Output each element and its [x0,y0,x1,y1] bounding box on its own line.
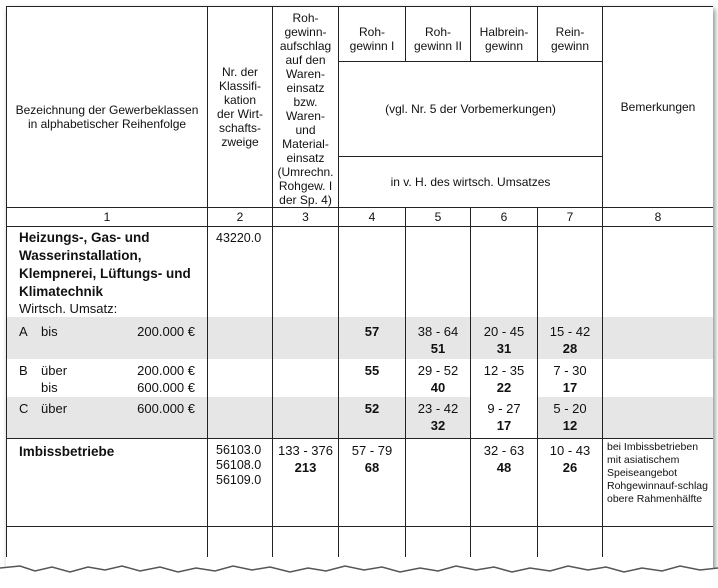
reingewinn-range: 7 - 30 [553,362,587,378]
group-code: 43220.0 [216,231,262,245]
halbreingewinn: 31 [496,340,512,356]
header-col3: Roh-gewinn-aufschlag auf den Waren-einsatz bzw. Waren- und Material-einsatz (Umrechn. Rohgew. I der Sp. 4) [273,7,339,208]
group-subtitle: Wirtsch. Umsatz: [19,301,118,316]
row-range-word: über [41,362,68,378]
rohgewinn2: 32 [430,417,446,433]
table-row [7,317,714,359]
rohgewinn2: 51 [430,340,446,356]
halbreingewinn-range: 32 - 63 [483,443,525,458]
column-number: 1 [7,208,208,227]
rohgewinn1: 52 [364,400,380,416]
table-row [7,439,714,527]
remark: bei Imbissbetrieben mit asiatischem Speiseangebot Rohgewinnauf-schlag obere Rahmenhälfte [607,441,708,505]
halbreingewinn-range: 9 - 27 [487,400,521,416]
unit-note: in v. H. des wirtsch. Umsatzes [339,156,603,207]
header-col2: Nr. der Klassifi-kation der Wirt-schafts-zweige [208,7,273,208]
rohgewinn2-range: 23 - 42 [417,400,459,416]
column-number: 3 [273,208,339,227]
aufschlag-range: 133 - 376 [278,443,333,458]
table-row [7,359,714,397]
group-code-cell [208,227,273,317]
richtsatz-table [6,6,713,557]
table-row [7,397,714,439]
rohgewinn1: 55 [364,362,380,378]
rohgewinn2-range: 29 - 52 [417,362,459,378]
reingewinn: 12 [562,417,578,433]
header-col5: Roh-gewinn II [406,7,471,62]
reingewinn: 26 [562,460,578,475]
column-number: 4 [339,208,406,227]
row-letter: C [19,400,29,416]
column-number-row [7,208,714,227]
column-number: 5 [406,208,471,227]
row-range-value: 200.000 € [137,362,195,378]
row-range-word: bis [41,379,58,395]
reingewinn: 17 [562,379,578,395]
rohgewinn1: 68 [364,460,380,475]
torn-edge [0,558,718,588]
group-title: Imbissbetriebe [19,444,115,459]
row-range-value: 600.000 € [137,400,195,416]
row-range-value: 200.000 € [137,323,195,339]
reingewinn-range: 5 - 20 [553,400,587,416]
group-code: 56108.0 [216,458,262,472]
group-code: 56109.0 [216,473,262,487]
halbreingewinn: 22 [496,379,512,395]
reingewinn-range: 10 - 43 [549,443,591,458]
header-col8: Bemerkungen [603,7,714,208]
aufschlag: 213 [294,460,317,475]
halbreingewinn-range: 12 - 35 [483,362,525,378]
header-col4: Roh-gewinn I [339,7,406,62]
header-col6: Halbrein-gewinn [471,7,538,62]
row-range-word: über [41,400,68,416]
rohgewinn1-range: 57 - 79 [351,443,393,458]
group-code: 56103.0 [216,443,262,457]
halbreingewinn-range: 20 - 45 [483,323,525,339]
reference-note: (vgl. Nr. 5 der Vorbemerkungen) [339,62,603,156]
header-col7: Rein-gewinn [538,7,603,62]
halbreingewinn: 17 [496,417,512,433]
row-letter: A [19,323,28,339]
column-number: 7 [538,208,603,227]
rohgewinn1: 57 [364,323,380,339]
reingewinn: 28 [562,340,578,356]
rohgewinn2: 40 [430,379,446,395]
row-letter: B [19,362,28,378]
column-number: 2 [208,208,273,227]
header-col1: Bezeichnung der Gewerbeklassen in alphabetischer Reihenfolge [7,7,208,208]
row-range-value: 600.000 € [137,379,195,395]
row-range-word: bis [41,323,58,339]
column-number: 6 [471,208,538,227]
rohgewinn2-range: 38 - 64 [417,323,459,339]
group-title-cell [7,227,208,317]
document-page [6,6,713,572]
halbreingewinn: 48 [496,460,512,475]
reingewinn-range: 15 - 42 [549,323,591,339]
group-title: Heizungs-, Gas- und Wasserinstallation, Klempnerei, Lüftungs- und Klimatechnik [19,230,191,299]
column-number: 8 [603,208,714,227]
